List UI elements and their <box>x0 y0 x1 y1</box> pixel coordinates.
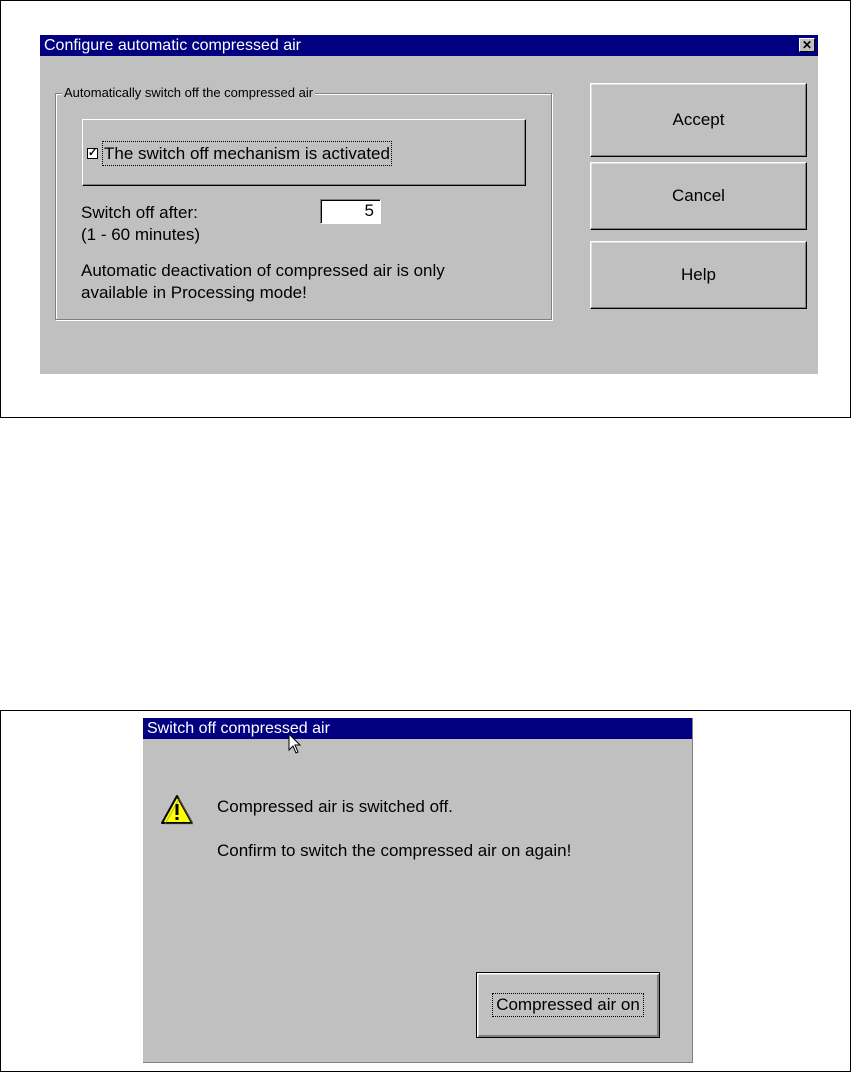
group-label: Automatically switch off the compressed air <box>64 85 314 100</box>
compressed-air-on-label: Compressed air on <box>496 995 640 1014</box>
alert-dialog <box>143 718 693 1063</box>
close-icon: ✕ <box>801 38 813 52</box>
switch-off-checkbox[interactable] <box>87 148 98 159</box>
compressed-air-on-button[interactable] <box>476 972 660 1038</box>
checkbox-panel <box>82 119 526 186</box>
info-text-line1: Automatic deactivation of compressed air is only <box>81 261 445 280</box>
auto-switch-off-group <box>55 85 552 320</box>
config-dialog <box>40 35 818 374</box>
mouse-cursor-icon <box>288 733 302 755</box>
alert-message-line2: Confirm to switch the compressed air on again! <box>217 841 572 860</box>
top-frame <box>0 0 851 418</box>
config-dialog-title: Configure automatic compressed air <box>44 37 302 54</box>
range-label: (1 - 60 minutes) <box>81 225 201 244</box>
help-button[interactable]: Help <box>590 241 807 309</box>
alert-message-line1: Compressed air is switched off. <box>217 797 453 816</box>
switch-off-checkbox-label[interactable]: The switch off mechanism is activated <box>104 144 390 163</box>
accept-button[interactable]: Accept <box>590 83 807 157</box>
switch-off-after-label: Switch off after: <box>81 203 198 222</box>
info-text-line2: available in Processing mode! <box>81 283 307 302</box>
close-button[interactable] <box>799 38 815 52</box>
config-dialog-titlebar[interactable] <box>40 35 818 56</box>
warning-icon <box>160 794 194 826</box>
cancel-button[interactable]: Cancel <box>590 162 807 230</box>
check-mark-icon: ✓ <box>88 147 98 159</box>
minutes-input[interactable]: 5 <box>320 199 381 224</box>
bottom-frame <box>0 710 851 1072</box>
alert-dialog-title: Switch off compressed air <box>147 720 330 737</box>
alert-dialog-titlebar[interactable] <box>143 718 692 739</box>
